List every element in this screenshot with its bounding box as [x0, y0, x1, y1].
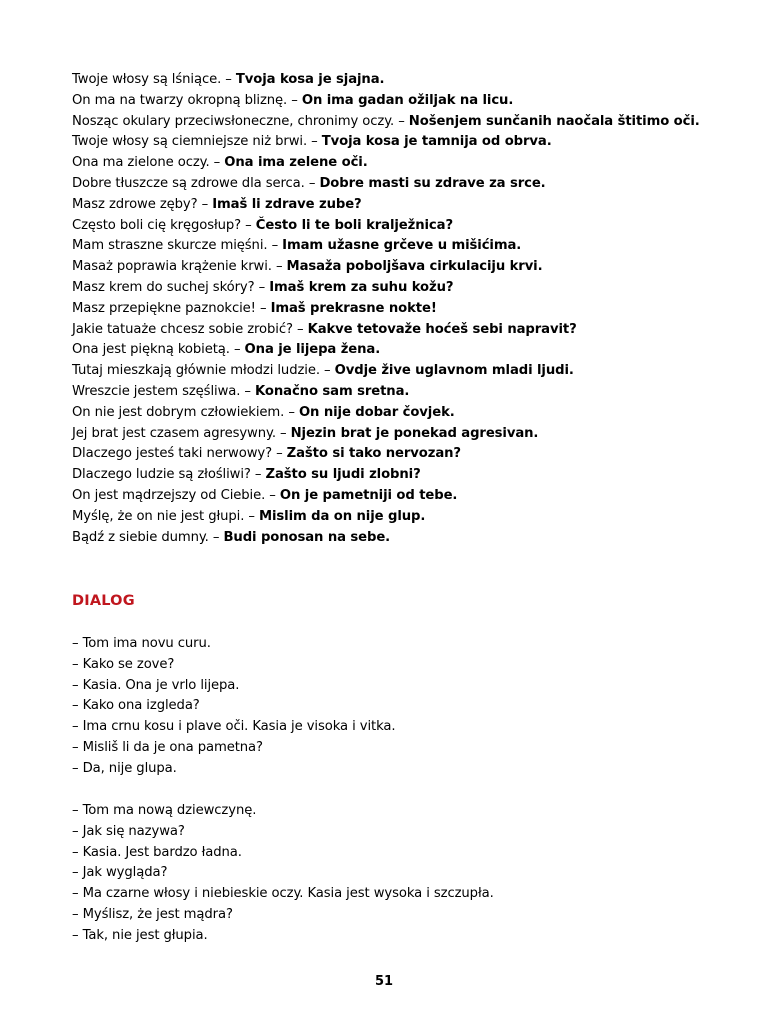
phrase-polish: Ona jest piękną kobietą. –	[72, 342, 245, 358]
phrase-polish: Często boli cię kręgosłup? –	[72, 217, 256, 233]
dialog-line-croatian: – Kako se zove?	[72, 656, 175, 672]
dialog-line-polish: – Ma czarne włosy i niebieskie oczy. Kasia jest wysoka i szczupła.	[72, 886, 494, 902]
phrase-line	[72, 216, 712, 237]
phrase-croatian: Imaš krem za suhu kožu?	[269, 279, 454, 295]
phrase-polish: On nie jest dobrym człowiekiem. –	[72, 404, 299, 420]
phrase-croatian: Zašto su ljudi zlobni?	[265, 467, 421, 483]
phrase-line	[72, 236, 712, 257]
phrase-croatian: Ona je lijepa žena.	[244, 342, 381, 358]
phrase-line	[72, 91, 712, 112]
phrase-croatian: Budi ponosan na sebe.	[223, 529, 391, 545]
dialog-line-croatian: – Ima crnu kosu i plave oči. Kasia je visoka i vitka.	[72, 719, 396, 735]
dialog-line-croatian: – Kasia. Ona je vrlo lijepa.	[72, 677, 240, 693]
phrase-polish: Masz krem do suchej skóry? –	[72, 279, 270, 295]
dialog-heading: DIALOG	[72, 593, 135, 609]
phrase-croatian: Masaža poboljšava cirkulaciju krvi.	[286, 259, 543, 275]
phrase-polish: Masz zdrowe zęby? –	[72, 196, 213, 212]
phrase-croatian: Mislim da on nije glup.	[258, 508, 426, 524]
phrase-line	[72, 320, 712, 341]
phrase-line	[72, 112, 712, 133]
phrase-croatian: Tvoja kosa je sjajna.	[235, 72, 385, 87]
dialog-line-polish: – Tak, nie jest głupia.	[72, 927, 208, 943]
phrase-line	[72, 486, 712, 507]
phrase-line	[72, 153, 712, 174]
phrase-croatian: Nošenjem sunčanih naočala štitimo oči.	[408, 113, 700, 129]
phrase-line	[72, 299, 712, 320]
dialog-croatian	[72, 634, 712, 780]
phrase-croatian: On je pametniji od tebe.	[279, 487, 458, 503]
page-number: 51	[374, 974, 394, 989]
phrase-croatian: Njezin brat je ponekad agresivan.	[290, 425, 539, 441]
dialog-line-polish: – Kasia. Jest bardzo ładna.	[72, 844, 242, 860]
phrase-polish: On jest mądrzejszy od Ciebie. –	[72, 487, 280, 503]
phrase-croatian: On nije dobar čovjek.	[298, 404, 455, 420]
phrase-line	[72, 278, 712, 299]
phrase-croatian: Ona ima zelene oči.	[224, 155, 368, 171]
phrase-line	[72, 528, 712, 549]
dialog-line-polish: – Jak się nazywa?	[72, 823, 185, 839]
phrase-croatian: Dobre masti su zdrave za srce.	[319, 175, 546, 191]
phrase-line	[72, 424, 712, 445]
phrase-polish: Masaż poprawia krążenie krwi. –	[72, 259, 287, 275]
phrase-croatian: Imam užasne grčeve u mišićima.	[282, 238, 522, 254]
phrase-line	[72, 174, 712, 195]
phrase-line	[72, 361, 712, 382]
phrase-polish: Jej brat jest czasem agresywny. –	[72, 425, 291, 441]
phrase-croatian: Imaš li zdrave zube?	[212, 196, 362, 212]
dialog-line-polish: – Myślisz, że jest mądra?	[72, 906, 233, 922]
dialog-line-croatian: – Kako ona izgleda?	[72, 698, 200, 714]
phrase-polish: Bądź z siebie dumny. –	[72, 529, 224, 545]
phrase-polish: Myślę, że on nie jest głupi. –	[72, 508, 259, 524]
phrase-polish: Nosząc okulary przeciwsłoneczne, chronimy oczy. –	[72, 113, 409, 129]
phrase-croatian: Kakve tetovaže hoćeš sebi napravit?	[307, 321, 577, 337]
phrase-polish: Dlaczego jesteś taki nerwowy? –	[72, 446, 287, 462]
phrase-line	[72, 340, 712, 361]
phrase-line	[72, 465, 712, 486]
dialog-line-croatian: – Tom ima novu curu.	[72, 636, 211, 651]
dialog-line-polish: – Jak wygląda?	[72, 865, 168, 881]
phrase-croatian: Imaš prekrasne nokte!	[270, 300, 437, 316]
phrase-line	[72, 70, 712, 91]
phrase-line	[72, 382, 712, 403]
phrase-line	[72, 257, 712, 278]
phrase-line	[72, 403, 712, 424]
phrase-polish: Jakie tatuaże chcesz sobie zrobić? –	[72, 321, 308, 337]
phrase-polish: Dlaczego ludzie są złośliwi? –	[72, 467, 266, 483]
phrase-polish: Wreszcie jestem szęśliwa. –	[72, 383, 256, 399]
phrase-polish: Masz przepiękne paznokcie! –	[72, 300, 271, 316]
phrase-croatian: Tvoja kosa je tamnija od obrva.	[321, 134, 552, 150]
phrase-polish: Twoje włosy są lśniące. –	[72, 72, 236, 87]
phrase-line	[72, 132, 712, 153]
phrase-polish: Twoje włosy są ciemniejsze niż brwi. –	[72, 134, 322, 150]
dialog-line-croatian: – Misliš li da je ona pametna?	[72, 739, 263, 755]
dialog-line-polish: – Tom ma nową dziewczynę.	[72, 803, 257, 818]
phrase-croatian: Ovdje žive uglavnom mladi ljudi.	[334, 363, 574, 379]
phrase-list	[72, 70, 712, 548]
phrase-croatian: On ima gadan ožiljak na licu.	[301, 92, 514, 108]
phrase-croatian: Zašto si tako nervozan?	[286, 446, 461, 462]
phrase-line	[72, 444, 712, 465]
phrase-polish: Tutaj mieszkają głównie młodzi ludzie. –	[72, 363, 335, 379]
phrase-polish: Mam straszne skurcze mięśni. –	[72, 238, 283, 254]
dialog-polish	[72, 801, 712, 947]
phrase-polish: On ma na twarzy okropną bliznę. –	[72, 92, 302, 108]
phrase-line	[72, 195, 712, 216]
phrase-polish: Ona ma zielone oczy. –	[72, 155, 225, 171]
phrase-croatian: Često li te boli kralježnica?	[255, 217, 454, 233]
phrase-line	[72, 507, 712, 528]
phrase-croatian: Konačno sam sretna.	[255, 383, 410, 399]
phrase-polish: Dobre tłuszcze są zdrowe dla serca. –	[72, 175, 320, 191]
dialog-line-croatian: – Da, nije glupa.	[72, 760, 177, 776]
